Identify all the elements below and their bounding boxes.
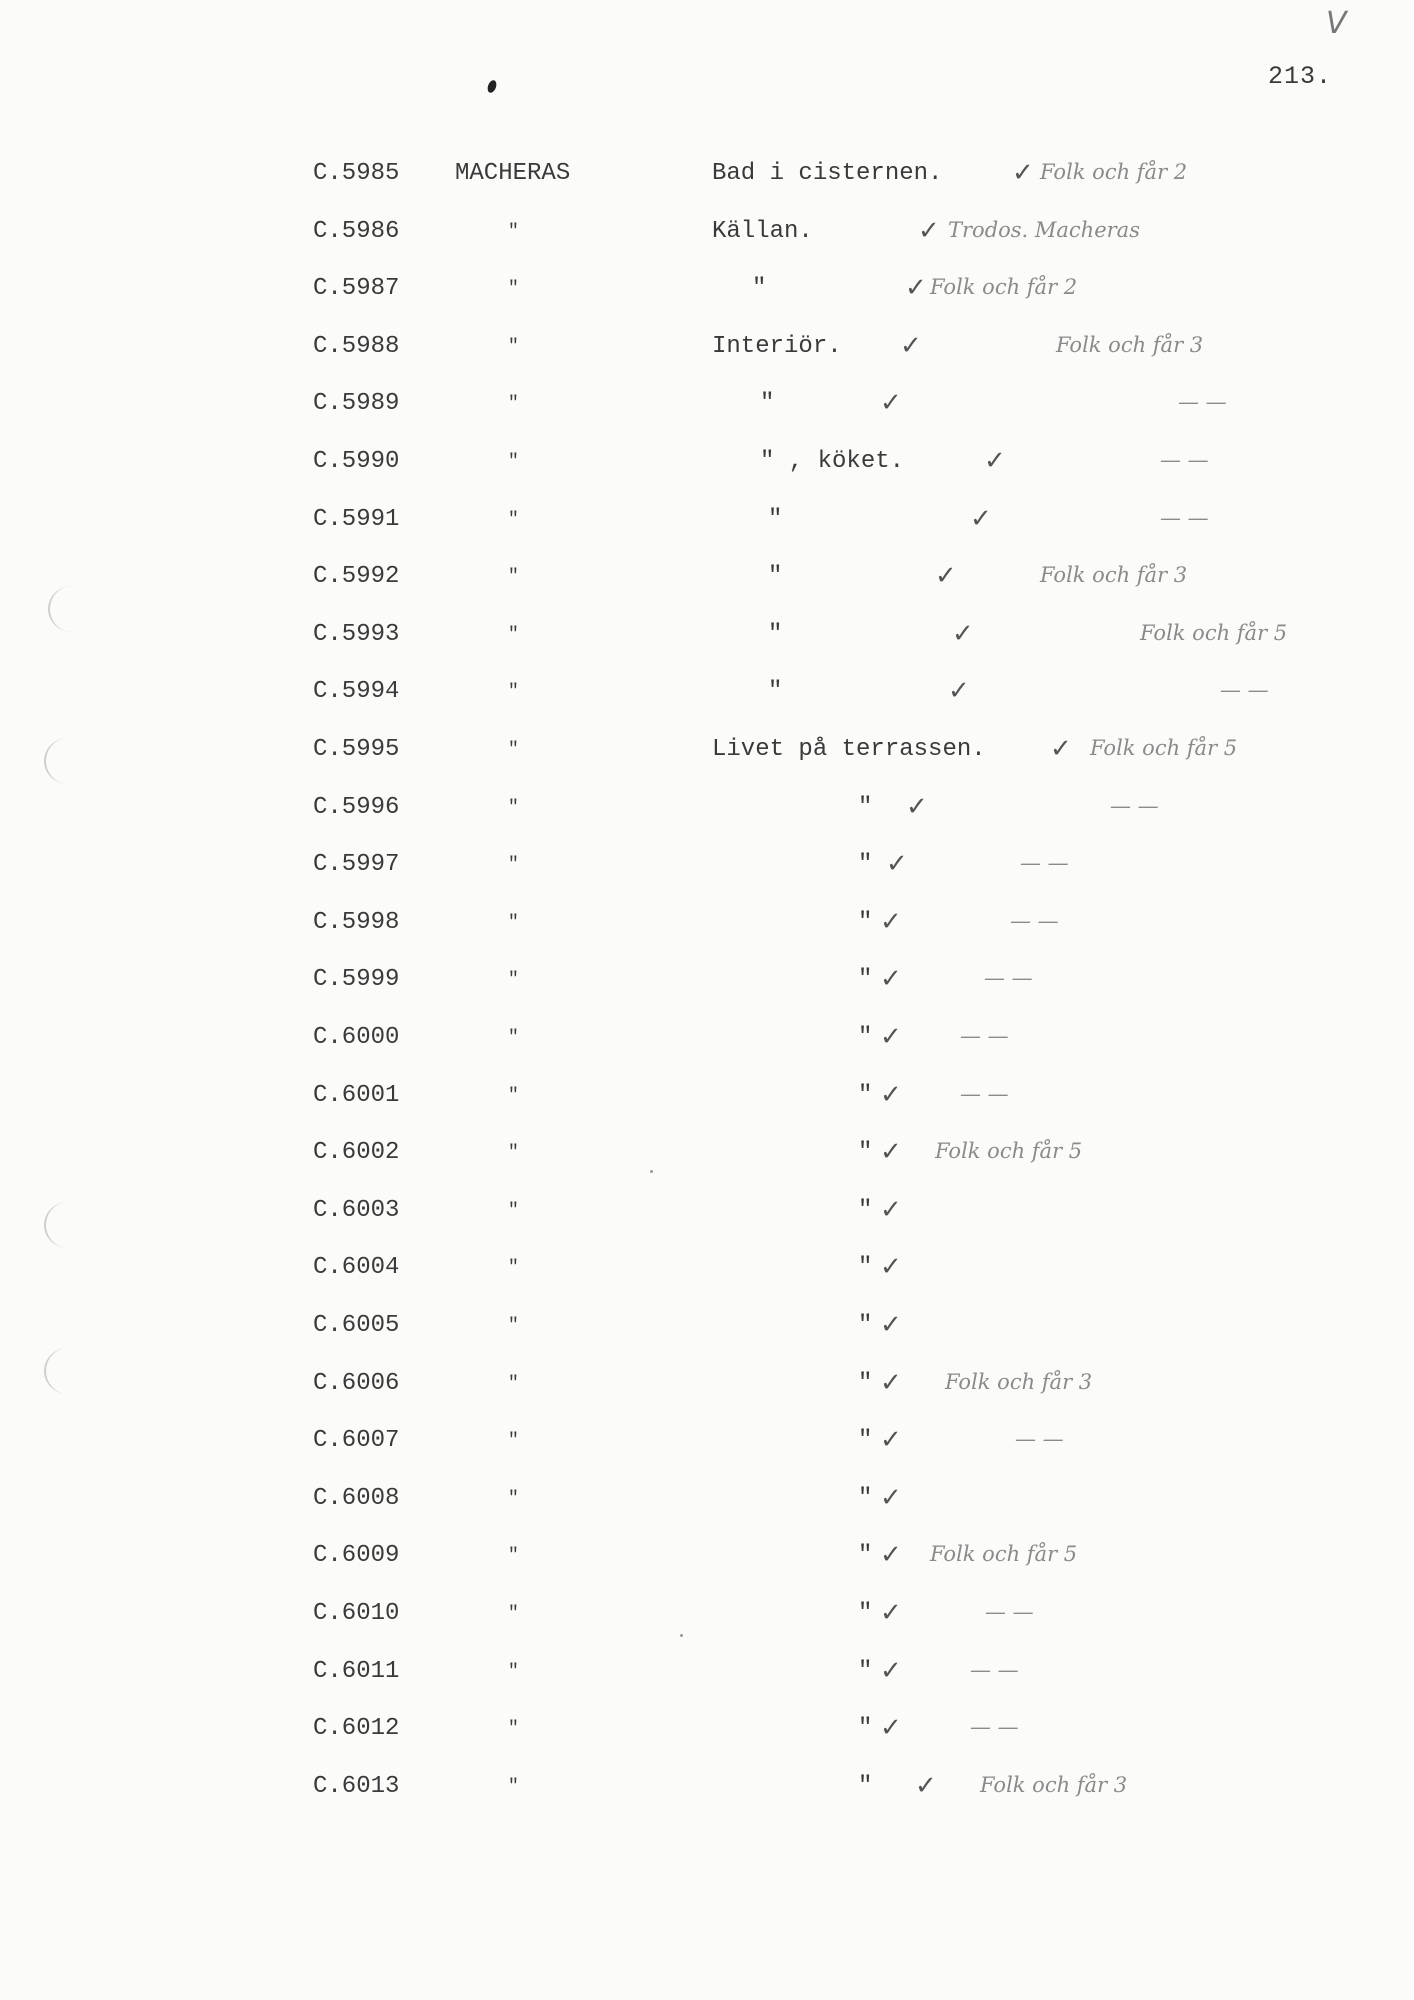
ditto-mark: "	[508, 1373, 519, 1394]
list-item	[0, 1079, 1414, 1122]
description: "	[858, 1196, 873, 1224]
ditto-mark: "	[508, 1431, 519, 1452]
description: "	[768, 620, 783, 648]
ditto-mark: "	[508, 1776, 519, 1797]
check-mark: ✓	[900, 330, 922, 361]
description: "	[858, 908, 873, 936]
catalog-number: C.5986	[313, 217, 400, 245]
ditto-mark: "	[508, 509, 519, 530]
catalog-number: C.6009	[313, 1542, 400, 1570]
ditto-mark: "	[508, 221, 519, 242]
ditto-mark: "	[508, 1604, 519, 1624]
description: "	[858, 1715, 873, 1743]
ditto-mark: "	[508, 1258, 519, 1279]
catalog-number: C.6000	[313, 1024, 400, 1051]
description: Interiör.	[712, 332, 842, 360]
catalog-number: C.5994	[313, 678, 400, 706]
description: "	[858, 1772, 873, 1800]
handwritten-note: Folk och får 5	[935, 1139, 1083, 1164]
check-mark: ✓	[935, 561, 957, 592]
catalog-number: C.6013	[313, 1772, 400, 1800]
page-number: 213.	[1268, 62, 1333, 91]
list-item	[0, 330, 1414, 373]
description: "	[858, 966, 873, 994]
ditto-mark: "	[508, 336, 519, 357]
handwritten-note: — —	[984, 966, 1033, 991]
check-mark: ✓	[880, 1540, 902, 1571]
ditto-mark: "	[508, 970, 519, 991]
catalog-number: C.5996	[313, 793, 400, 821]
ditto-mark: "	[508, 1488, 519, 1509]
check-mark: ✓	[984, 446, 1006, 476]
check-mark: ✓	[880, 388, 902, 419]
handwritten-note: — —	[1010, 908, 1059, 933]
catalog-number: C.5991	[313, 505, 400, 533]
list-item	[0, 678, 1414, 718]
catalog-number: C.5993	[313, 620, 400, 648]
list-item	[0, 1427, 1414, 1467]
handwritten-note: — —	[1160, 505, 1209, 530]
list-item	[0, 906, 1414, 949]
ditto-mark: "	[508, 279, 519, 300]
handwritten-note: Folk och får 2	[1040, 160, 1188, 184]
check-mark: ✓	[915, 1770, 937, 1801]
handwritten-note: — —	[1160, 448, 1209, 472]
catalog-number: C.6002	[313, 1139, 400, 1167]
catalog-number: C.5988	[313, 332, 400, 360]
handwritten-note: Folk och får 5	[930, 1542, 1078, 1567]
handwritten-note: — —	[985, 1600, 1034, 1624]
description: Livet på terrassen.	[712, 736, 986, 763]
catalog-number: C.6001	[313, 1081, 400, 1109]
ink-dot	[486, 79, 498, 94]
list-item	[0, 966, 1414, 1006]
handwritten-note: — —	[970, 1715, 1019, 1740]
list-item	[0, 503, 1414, 546]
list-item	[0, 1194, 1414, 1237]
ditto-mark: "	[508, 682, 519, 703]
handwritten-note: — —	[1020, 851, 1069, 876]
check-mark: ✓	[880, 1598, 902, 1628]
corner-check-mark: V	[1326, 6, 1347, 41]
catalog-number: C.6011	[313, 1657, 400, 1685]
description: "	[768, 563, 783, 591]
list-item	[0, 736, 1414, 776]
catalog-number: C.6005	[313, 1312, 400, 1339]
catalog-number: C.5990	[313, 448, 400, 475]
check-mark: ✓	[880, 964, 902, 995]
handwritten-note: — —	[1015, 1427, 1064, 1452]
catalog-number: C.6006	[313, 1369, 400, 1397]
description: "	[760, 390, 775, 418]
check-mark: ✓	[948, 676, 970, 707]
description: "	[858, 793, 873, 821]
catalog-number: C.5995	[313, 736, 400, 763]
list-item	[0, 1254, 1414, 1294]
catalog-number: C.5997	[313, 851, 400, 879]
description: "	[858, 1657, 873, 1685]
check-mark: ✓	[880, 1367, 902, 1398]
description: " , köket.	[760, 448, 905, 475]
catalog-number: C.5989	[313, 390, 400, 418]
catalog-number: C.5987	[313, 275, 400, 303]
description: "	[858, 1542, 873, 1570]
check-mark: ✓	[880, 1137, 902, 1168]
catalog-number: C.5992	[313, 563, 400, 591]
list-item	[0, 448, 1414, 488]
ditto-mark: "	[508, 394, 519, 415]
handwritten-note: — —	[960, 1024, 1009, 1048]
handwritten-note: Folk och får 2	[930, 275, 1078, 300]
ditto-mark: "	[508, 1661, 519, 1682]
check-mark: ✓	[886, 849, 908, 880]
ditto-mark: "	[508, 1316, 519, 1336]
ditto-mark: "	[508, 1028, 519, 1048]
description: "	[858, 1427, 873, 1455]
catalog-number: C.5999	[313, 966, 400, 994]
list-item	[0, 618, 1414, 661]
ditto-mark: "	[508, 855, 519, 876]
list-item	[0, 390, 1414, 430]
list-item	[0, 1312, 1414, 1352]
check-mark: ✓	[918, 215, 940, 246]
ditto-mark: "	[508, 1719, 519, 1740]
description: "	[768, 678, 783, 706]
list-item	[0, 1655, 1414, 1698]
catalog-number: C.6010	[313, 1600, 400, 1627]
catalog-number: C.6004	[313, 1254, 400, 1282]
ditto-mark: "	[508, 567, 519, 588]
description: "	[752, 275, 767, 303]
description: "	[858, 1369, 873, 1397]
check-mark: ✓	[880, 1482, 902, 1513]
check-mark: ✓	[880, 1655, 902, 1686]
check-mark: ✓	[970, 503, 992, 534]
handwritten-note: Folk och får 3	[1040, 563, 1188, 588]
list-item	[0, 160, 1414, 200]
handwritten-note: Folk och får 3	[945, 1369, 1093, 1394]
handwritten-note: — —	[1220, 678, 1269, 703]
check-mark: ✓	[880, 1022, 902, 1052]
description: "	[858, 1484, 873, 1512]
list-item	[0, 851, 1414, 891]
list-item	[0, 275, 1414, 315]
check-mark: ✓	[880, 1713, 902, 1744]
handwritten-note: — —	[960, 1081, 1009, 1106]
list-item	[0, 1770, 1414, 1813]
ditto-mark: "	[508, 1085, 519, 1106]
list-item	[0, 1715, 1414, 1755]
handwritten-note: Folk och får 3	[980, 1772, 1128, 1797]
check-mark: ✓	[1012, 158, 1034, 188]
ditto-mark: "	[508, 1143, 519, 1164]
handwritten-note: Folk och får 5	[1090, 736, 1238, 760]
list-item	[0, 1367, 1414, 1410]
list-item	[0, 1600, 1414, 1640]
list-item	[0, 563, 1414, 603]
handwritten-note: — —	[970, 1657, 1019, 1682]
ditto-mark: "	[508, 452, 519, 472]
catalog-number: C.6012	[313, 1715, 400, 1743]
description: "	[858, 1600, 873, 1627]
check-mark: ✓	[880, 1310, 902, 1340]
list-item	[0, 791, 1414, 834]
description: "	[858, 851, 873, 879]
list-item	[0, 1542, 1414, 1582]
ditto-mark: "	[508, 912, 519, 933]
list-item	[0, 1024, 1414, 1064]
check-mark: ✓	[906, 791, 928, 822]
check-mark: ✓	[952, 618, 974, 649]
description: "	[768, 505, 783, 533]
handwritten-note: Folk och får 5	[1140, 620, 1288, 645]
ditto-mark: "	[508, 740, 519, 760]
catalog-number: C.6003	[313, 1196, 400, 1224]
catalog-number: C.5998	[313, 908, 400, 936]
check-mark: ✓	[880, 1425, 902, 1456]
description: "	[858, 1312, 873, 1339]
catalog-number: C.6007	[313, 1427, 400, 1455]
ditto-mark: "	[508, 1546, 519, 1567]
description: Bad i cisternen.	[712, 160, 943, 187]
description: "	[858, 1024, 873, 1051]
handwritten-note: — —	[1178, 390, 1227, 415]
list-item	[0, 215, 1414, 258]
ditto-mark: "	[508, 1200, 519, 1221]
ditto-mark: "	[508, 797, 519, 818]
check-mark: ✓	[880, 906, 902, 937]
catalog-number: C.6008	[313, 1484, 400, 1512]
description: "	[858, 1139, 873, 1167]
description: Källan.	[712, 217, 813, 245]
check-mark: ✓	[905, 273, 927, 304]
check-mark: ✓	[880, 1194, 902, 1225]
ditto-mark: "	[508, 624, 519, 645]
handwritten-note: Folk och får 3	[1056, 332, 1204, 357]
description: "	[858, 1254, 873, 1282]
place-name: MACHERAS	[455, 160, 571, 187]
check-mark: ✓	[1050, 734, 1072, 764]
catalog-number: C.5985	[313, 160, 400, 187]
list-item	[0, 1139, 1414, 1179]
check-mark: ✓	[880, 1079, 902, 1110]
description: "	[858, 1081, 873, 1109]
handwritten-note: — —	[1110, 793, 1159, 818]
list-item	[0, 1482, 1414, 1525]
check-mark: ✓	[880, 1252, 902, 1283]
handwritten-note: Trodos. Macheras	[948, 217, 1140, 242]
